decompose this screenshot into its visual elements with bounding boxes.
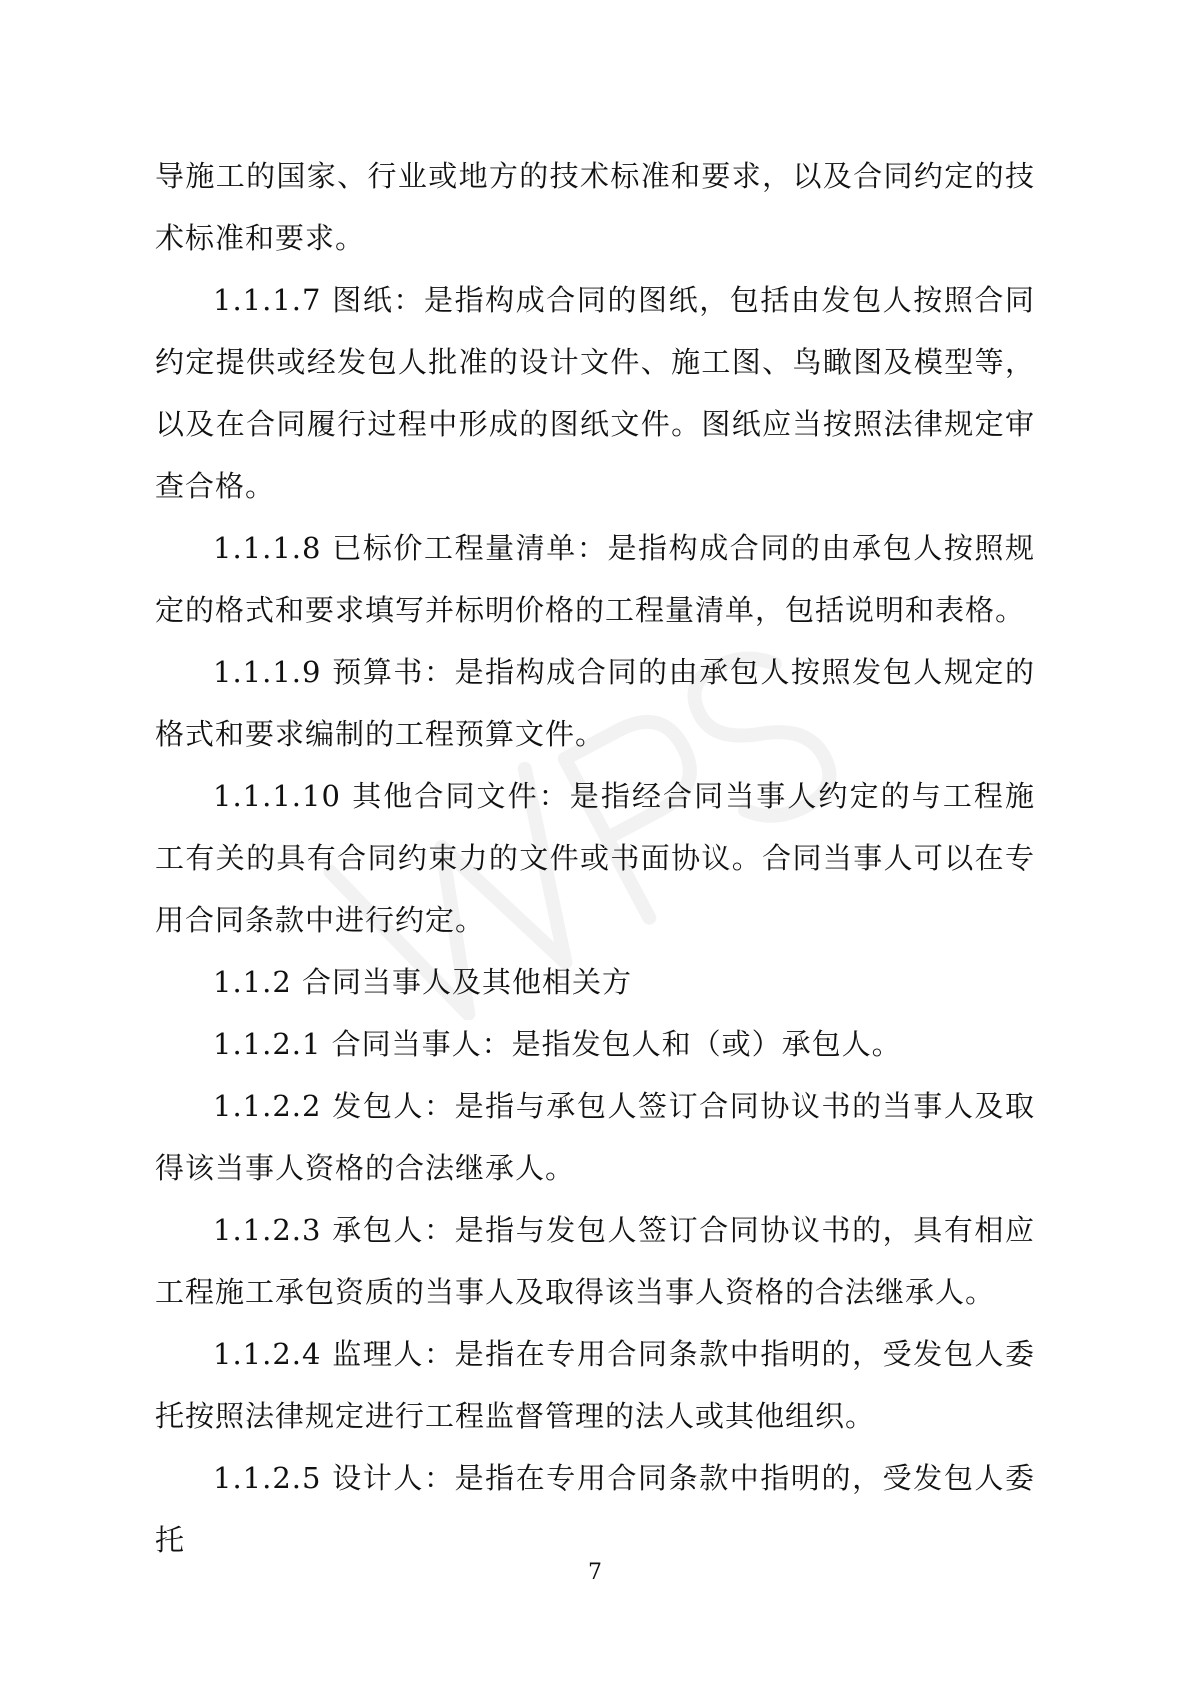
paragraph-budget: 1.1.1.9 预算书：是指构成合同的由承包人按照发包人规定的格式和要求编制的工程预算文件。: [155, 655, 1035, 751]
paragraph-priced-bill: 1.1.1.8 已标价工程量清单：是指构成合同的由承包人按照规定的格式和要求填写并标明价格的工程量清单，包括说明和表格。: [155, 531, 1035, 627]
paragraph-other-documents: 1.1.1.10 其他合同文件：是指经合同当事人约定的与工程施工有关的具有合同约束力的文件或书面协议。合同当事人可以在专用合同条款中进行约定。: [155, 779, 1035, 937]
paragraph-drawings: 1.1.1.7 图纸：是指构成合同的图纸，包括由发包人按照合同约定提供或经发包人批准的设计文件、施工图、鸟瞰图及模型等，以及在合同履行过程中形成的图纸文件。图纸应当按照法律规定审查合格。: [155, 283, 1035, 503]
page-number: 7: [588, 1560, 602, 1585]
paragraph-contract-parties: 1.1.2.1 合同当事人：是指发包人和（或）承包人。: [213, 1027, 902, 1061]
paragraph-supervisor: 1.1.2.4 监理人：是指在专用合同条款中指明的，受发包人委托按照法律规定进行工程监督管理的法人或其他组织。: [155, 1337, 1035, 1433]
paragraph-continuation: 导施工的国家、行业或地方的技术标准和要求，以及合同约定的技术标准和要求。: [155, 159, 1035, 255]
paragraph-employer: 1.1.2.2 发包人：是指与承包人签订合同协议书的当事人及取得该当事人资格的合法继承人。: [155, 1089, 1035, 1185]
paragraph-designer: 1.1.2.5 设计人：是指在专用合同条款中指明的，受发包人委托: [155, 1461, 1035, 1557]
section-heading-parties: 1.1.2 合同当事人及其他相关方: [213, 965, 633, 999]
body-text: [155, 145, 1035, 1571]
paragraph-contractor: 1.1.2.3 承包人：是指与发包人签订合同协议书的，具有相应工程施工承包资质的当事人及取得该当事人资格的合法继承人。: [155, 1213, 1035, 1309]
